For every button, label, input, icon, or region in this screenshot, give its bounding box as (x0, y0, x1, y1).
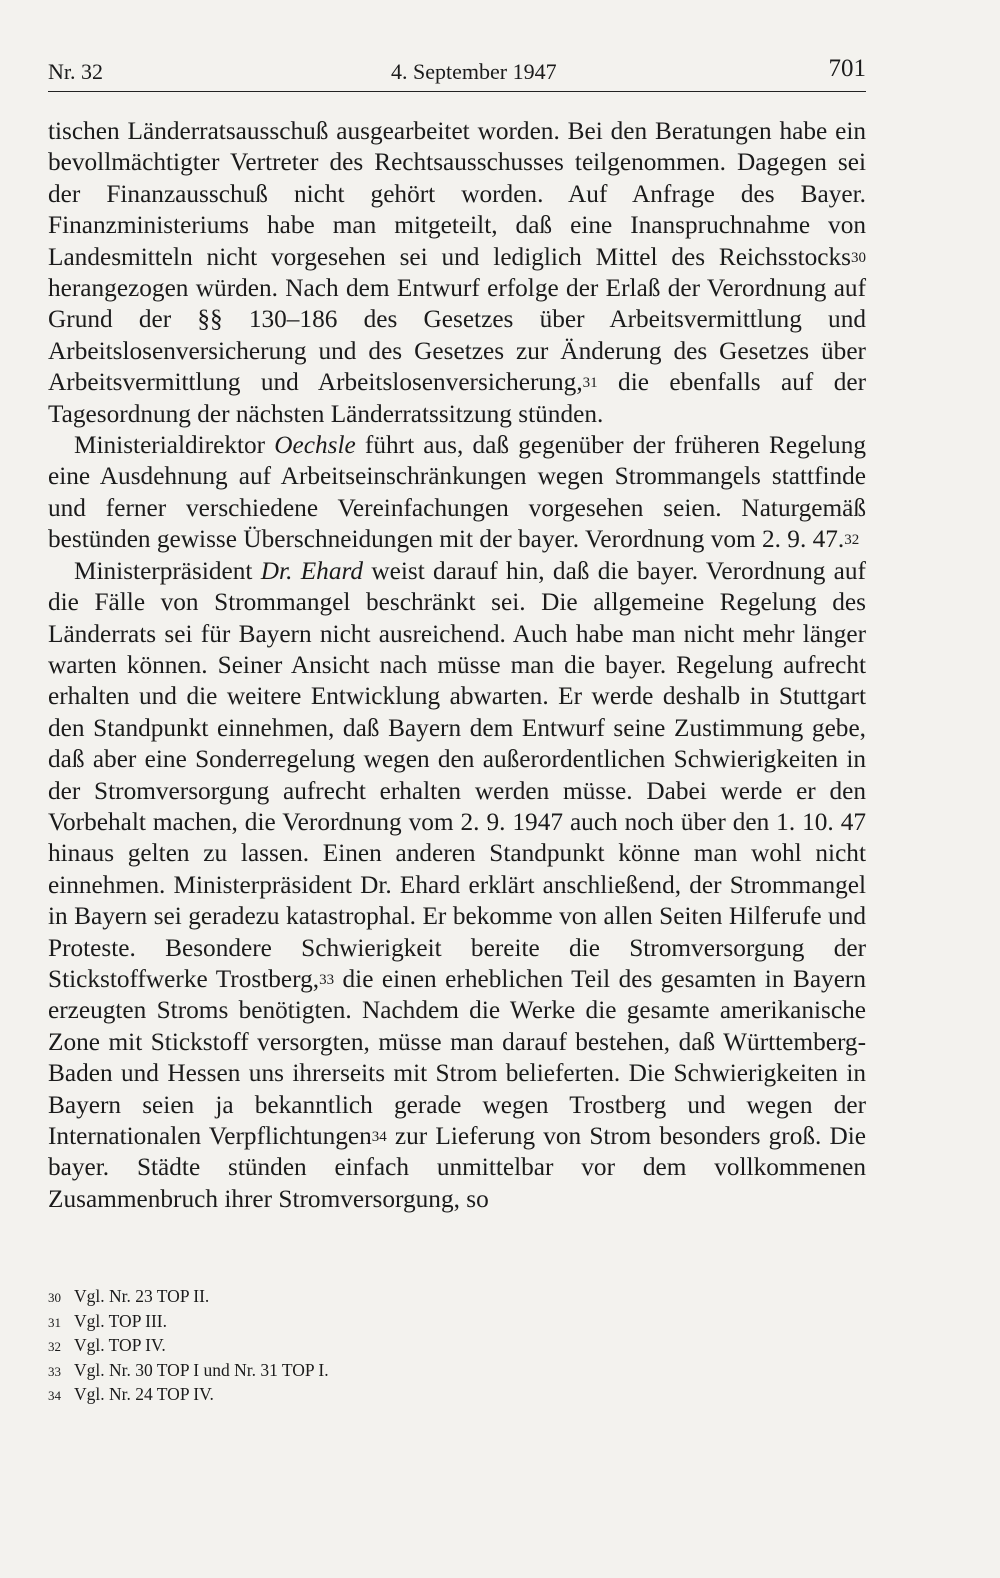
paragraph-2 (48, 430, 866, 556)
speaker-name: Oechsle (274, 431, 356, 460)
footnote-number: 34 (48, 1388, 61, 1404)
footnote-text: Vgl. Nr. 24 TOP IV. (74, 1384, 214, 1405)
text-run: weist darauf hin, daß die bayer. Verordnung auf die Fälle von Strommangel beschränkt sei. Die allgemeine Regelung des Länderrats sei für Bayern nicht ausreichend. Auch habe man nicht mehr länger warten können. Seiner Ansicht nach müsse man die bayer. Regelung aufrecht erhalten und die weitere Entwicklung abwarten. Er werde deshalb in Stuttgart den Standpunkt einnehmen, daß Bayern dem Entwurf seine Zustimmung gebe, daß aber eine Sonderregelung wegen den außerordentlichen Schwierigkeiten in der Stromversorgung aufrecht erhalten werden müsse. Dabei werde er den Vorbehalt machen, die Verordnung vom 2. 9. 1947 auch noch über den 1. 10. 47 hinaus gelten zu lassen. Einen anderen Standpunkt könne man wohl nicht einnehmen. Ministerpräsident Dr. Ehard erklärt anschließend, der Strommangel in Bayern sei geradezu katastrophal. Er bekomme von allen Seiten Hilferufe und Proteste. Besondere Schwierigkeit bereite die Stromversorgung der Stickstoffwerke Trostberg, (48, 556, 866, 993)
footnote-number: 32 (48, 1339, 61, 1355)
footnote-text: Vgl. Nr. 30 TOP I und Nr. 31 TOP I. (74, 1359, 329, 1380)
footnote-ref-32: 32 (844, 532, 860, 549)
footnote (48, 1285, 648, 1310)
footnotes (48, 1285, 648, 1408)
main-text (48, 116, 866, 1215)
footnote-text: Vgl. TOP III. (74, 1310, 168, 1331)
text-run: Ministerpräsident (74, 556, 261, 585)
footnote-ref-31: 31 (582, 375, 598, 392)
footnote-number: 31 (48, 1314, 61, 1330)
text-run: die einen erheblichen Teil des gesamten in Bayern erzeugten Stroms benötigten. Nachdem die Werke die gesamte amerikanische Zone mit Stickstoff versorgten, müsse man darauf bestehen, daß Württemberg-Baden und Hessen uns ihrerseits mit Strom belieferten. Die Schwierigkeiten in Bayern seien ja bekanntlich gerade wegen Trostberg und wegen der Internationalen Verpflichtungen (48, 964, 866, 1150)
paragraph-1 (48, 116, 866, 430)
speaker-name: Dr. Ehard (260, 556, 364, 585)
footnote (48, 1383, 648, 1408)
footnote-number: 33 (48, 1363, 61, 1379)
running-header (48, 55, 866, 92)
text-run: herangezogen würden. Nach dem Entwurf erfolge der Erlaß der Verordnung auf Grund der §§ 130–186 des Gesetzes über Arbeitsvermittlung und Arbeitslosenversicherung und des Gesetzes zur Änderung des Gesetzes über Arbeitsvermittlung und Arbeitslosenversicherung, (48, 274, 866, 397)
text-run: zur Lieferung von Strom besonders groß. Die bayer. Städte stünden einfach unmittelbar vor dem vollkommenen Zusammenbruch ihrer Stromversorgung, so (48, 1122, 866, 1213)
footnote-text: Vgl. TOP IV. (74, 1335, 166, 1356)
footnote-ref-30: 30 (851, 249, 866, 266)
text-run: tischen Länderratsausschuß ausgearbeitet worden. Bei den Beratungen habe ein bevollmächtigter Vertreter des Rechtsausschusses teilgenommen. Dagegen sei der Finanzausschuß nicht gehört worden. Auf Anfrage des Bayer. Finanzministeriums habe man mitgeteilt, daß eine Inanspruchnahme von Landesmitteln nicht vorgesehen sei und lediglich Mittel des Reichsstocks (48, 117, 866, 271)
page-number: 701 (828, 55, 866, 82)
footnote (48, 1359, 648, 1384)
paragraph-3 (48, 556, 866, 1216)
text-run: die ebenfalls auf der Tagesordnung der nächsten Länderratssitzung stünden. (48, 368, 867, 428)
footnote-ref-34: 34 (371, 1129, 387, 1145)
footnote-ref-33: 33 (319, 971, 335, 988)
issue-number: Nr. 32 (48, 59, 103, 84)
footnote (48, 1310, 648, 1335)
text-run: führt aus, daß gegenüber der früheren Regelung eine Ausdehnung auf Arbeitseinschränkungen wegen Strommangels stattfinde und ferner verschiedene Vereinfachungen vorgesehen seien. Naturgemäß bestünden gewisse Überschneidungen mit der bayer. Verordnung vom 2. 9. 47. (48, 431, 866, 554)
footnote (48, 1334, 648, 1359)
footnote-text: Vgl. Nr. 23 TOP II. (74, 1286, 210, 1306)
text-run: Ministerialdirektor (74, 431, 275, 460)
footnote-number: 30 (48, 1290, 61, 1305)
header-date: 4. September 1947 (391, 59, 557, 84)
